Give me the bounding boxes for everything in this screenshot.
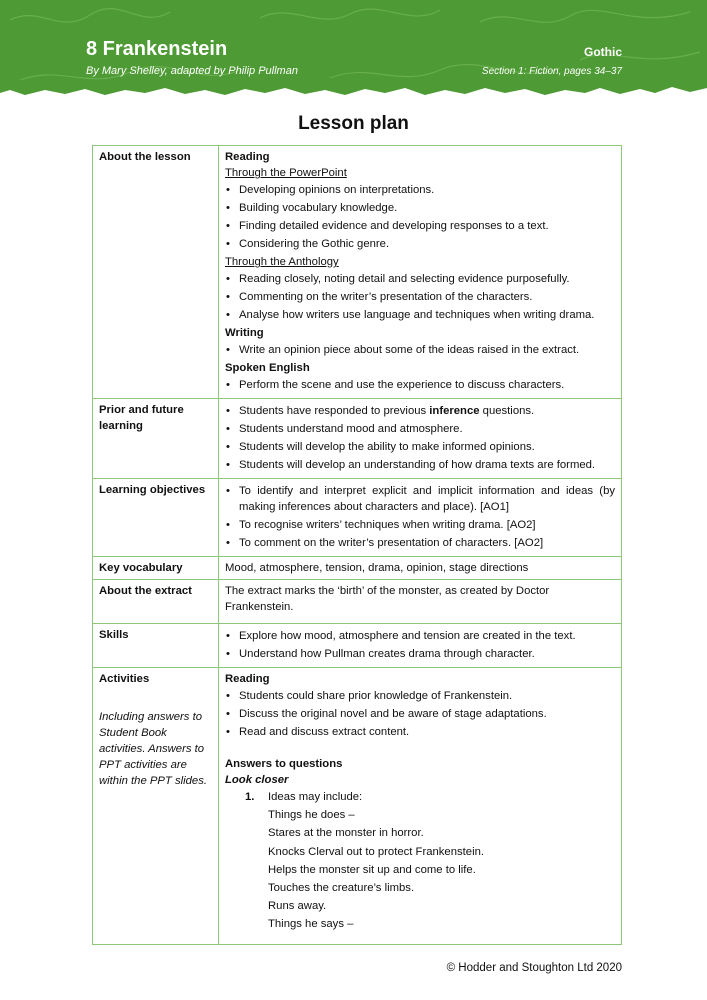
extract-text: The extract marks the ‘birth’ of the monster, as created by Doctor Frankenstein.: [225, 585, 550, 613]
activities-reading-list: [225, 688, 615, 740]
content-activities: [219, 668, 622, 945]
reading-heading: Reading: [225, 151, 270, 163]
list-item-text: Students have responded to previous: [239, 405, 430, 417]
list-item: • Commenting on the writer’s presentation of the characters.: [225, 289, 615, 305]
powerpoint-link-prefix: Through the: [225, 167, 290, 179]
label-key-vocabulary: Key vocabulary: [93, 557, 219, 580]
list-item: • Write an opinion piece about some of the ideas raised in the extract.: [225, 342, 615, 358]
lesson-plan-table: [92, 145, 622, 945]
answer-line: Touches the creature’s limbs.: [268, 882, 415, 895]
label-activities-cell: [93, 668, 219, 945]
list-item: • Read and discuss extract content.: [225, 724, 615, 740]
content-about-extract: [219, 580, 622, 624]
anthology-link[interactable]: Through the Anthology: [225, 256, 339, 268]
label-learning-objectives: Learning objectives: [93, 479, 219, 557]
objectives-list: [225, 483, 615, 551]
powerpoint-link[interactable]: PowerPoint: [289, 167, 347, 179]
content-learning-objectives: [219, 479, 622, 557]
label-skills: Skills: [93, 624, 219, 668]
writing-list: [225, 342, 615, 358]
question-1: [225, 788, 615, 934]
list-item: • Discuss the original novel and be aware of stage adaptations.: [225, 706, 615, 722]
lesson-title: 8 Frankenstein: [86, 38, 228, 60]
question-number: 1.: [245, 791, 255, 803]
content-skills: [219, 624, 622, 668]
spoken-english-heading: Spoken English: [225, 362, 310, 374]
content-about-lesson: [219, 146, 622, 399]
list-item: • Finding detailed evidence and developing responses to a text.: [225, 218, 615, 234]
row-about-extract: [93, 580, 622, 624]
row-skills: [93, 624, 622, 668]
answers-heading: Answers to questions: [225, 758, 343, 770]
answer-line: Knocks Clerval out to protect Frankenstein.: [268, 845, 484, 858]
list-item: • Developing opinions on interpretations.: [225, 182, 615, 198]
list-item: • Perform the scene and use the experience to discuss characters.: [225, 377, 615, 393]
inference-term: inference: [429, 405, 480, 417]
answer-line: Helps the monster sit up and come to life.: [268, 863, 476, 876]
header-banner: [0, 0, 707, 100]
row-learning-objectives: [93, 479, 622, 557]
list-item: • Explore how mood, atmosphere and tension are created in the text.: [225, 628, 615, 644]
label-about-extract: About the extract: [93, 580, 219, 624]
answer-line: Things he says –: [268, 918, 354, 931]
list-item-text: questions.: [479, 405, 535, 417]
content-key-vocabulary: Mood, atmosphere, tension, drama, opinion, stage directions: [219, 557, 622, 580]
row-about-lesson: [93, 146, 622, 399]
list-item: • Students will develop an understanding of how drama texts are formed.: [225, 457, 615, 473]
row-prior-learning: [93, 399, 622, 479]
list-item: • Reading closely, noting detail and selecting evidence purposefully.: [225, 271, 615, 287]
row-key-vocabulary: [93, 557, 622, 580]
powerpoint-heading: [225, 165, 615, 181]
activities-reading-heading: Reading: [225, 673, 270, 685]
list-item: • To comment on the writer’s presentation of characters. [AO2]: [225, 535, 615, 551]
answer-line: Stares at the monster in horror.: [268, 827, 424, 840]
look-closer-heading: Look closer: [225, 774, 289, 786]
answer-line: Things he does –: [268, 809, 355, 822]
section-label: Section 1: Fiction, pages 34–37: [481, 66, 622, 77]
label-activities: Activities: [99, 673, 150, 685]
activities-note: Including answers to Student Book activities. Answers to PPT activities are within the PPT slides.: [99, 711, 207, 787]
copyright-footer: © Hodder and Stoughton Ltd 2020: [446, 962, 622, 974]
genre-label: Gothic: [584, 45, 622, 59]
list-item: • To recognise writers’ techniques when writing drama. [AO2]: [225, 517, 615, 533]
skills-list: [225, 628, 615, 662]
row-activities: [93, 668, 622, 945]
powerpoint-list: [225, 182, 615, 252]
prior-list: [225, 403, 615, 473]
writing-heading: Writing: [225, 327, 264, 339]
answer-line: Ideas may include:: [268, 791, 363, 803]
list-item: • Students could share prior knowledge of Frankenstein.: [225, 688, 615, 704]
list-item: • Analyse how writers use language and techniques when writing drama.: [225, 307, 615, 323]
content-prior-learning: [219, 399, 622, 479]
spoken-list: [225, 377, 615, 393]
label-about-lesson: About the lesson: [93, 146, 219, 399]
list-item: • Building vocabulary knowledge.: [225, 200, 615, 216]
anthology-list: [225, 271, 615, 323]
list-item: • Students understand mood and atmosphere.: [225, 421, 615, 437]
author-line: By Mary Shelley, adapted by Philip Pullman: [86, 65, 298, 77]
list-item: [225, 403, 615, 419]
label-prior-learning: Prior and future learning: [93, 399, 219, 479]
page-title: Lesson plan: [298, 113, 409, 134]
answer-line: Runs away.: [268, 900, 327, 913]
list-item: • To identify and interpret explicit and implicit information and ideas (by making inferences about characters and place). [AO1]: [225, 483, 615, 515]
list-item: • Students will develop the ability to make informed opinions.: [225, 439, 615, 455]
list-item: • Considering the Gothic genre.: [225, 236, 615, 252]
list-item: • Understand how Pullman creates drama through character.: [225, 646, 615, 662]
